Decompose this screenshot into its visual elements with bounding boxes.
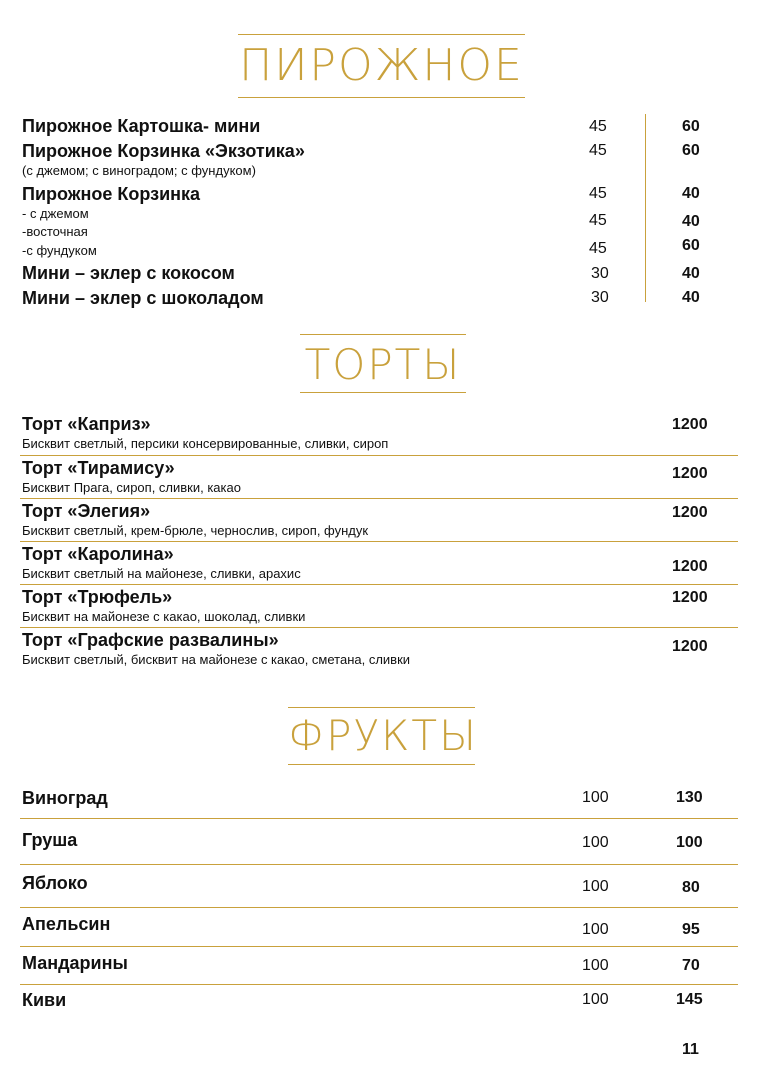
cake-item-description: Бисквит светлый на майонезе, сливки, арахис <box>22 566 301 581</box>
cake-item-description: Бисквит светлый, персики консервированные, сливки, сироп <box>22 436 389 451</box>
cake-item-name: Торт «Тирамису» <box>22 458 175 478</box>
pastry-item-name: Пирожное Корзинка <box>22 184 201 204</box>
cakes-title-bottom-line <box>300 392 466 393</box>
cake-item-name: Торт «Каролина» <box>22 544 174 564</box>
pastry-item-name: Мини – эклер с кокосом <box>22 263 235 283</box>
cake-row-divider <box>20 541 738 542</box>
cake-item-price: 1200 <box>672 638 708 655</box>
pastry-item-price: 40 <box>682 265 700 282</box>
fruit-item-price: 80 <box>682 879 700 896</box>
page-number: 11 <box>682 1041 699 1058</box>
cake-item-description: Бисквит Прага, сироп, сливки, какао <box>22 480 241 495</box>
fruit-row-divider <box>20 946 738 947</box>
cake-item-description: Бисквит светлый, бисквит на майонезе с какао, сметана, сливки <box>22 652 411 667</box>
pastry-item-price: 60 <box>682 142 700 159</box>
fruit-item-weight: 100 <box>582 957 609 974</box>
pastry-item-name: Пирожное Картошка- мини <box>22 116 261 136</box>
fruit-item-name: Апельсин <box>22 914 111 934</box>
cake-item-name: Торт «Элегия» <box>22 501 151 521</box>
pastry-item-name: Мини – эклер с шоколадом <box>22 288 264 308</box>
pastry-item-weight: 45 <box>589 118 607 135</box>
cake-item-name: Торт «Графские развалины» <box>22 630 279 650</box>
pastry-item-weight: 30 <box>591 265 609 282</box>
fruit-item-weight: 100 <box>582 991 609 1008</box>
fruit-item-weight: 100 <box>582 834 609 851</box>
pastry-item-weight: 45 <box>589 185 607 202</box>
pastry-subitem-name: - с джемом <box>22 206 89 221</box>
fruits-title-top-line <box>288 707 475 708</box>
cake-item-price: 1200 <box>672 465 708 482</box>
pastry-item-weight: 45 <box>589 212 607 229</box>
fruit-item-price: 95 <box>682 921 700 938</box>
fruit-item-name: Яблоко <box>22 873 88 893</box>
pastry-item-name: Пирожное Корзинка «Экзотика» <box>22 141 305 161</box>
fruit-row-divider <box>20 984 738 985</box>
fruit-item-price: 145 <box>676 991 703 1008</box>
section-title-fruits: ФРУКТЫ <box>288 711 479 760</box>
pastry-title-top-line <box>238 34 525 35</box>
fruit-item-weight: 100 <box>582 789 609 806</box>
fruit-row-divider <box>20 907 738 908</box>
fruits-title-bottom-line <box>288 764 475 765</box>
fruit-item-name: Груша <box>22 830 78 850</box>
fruit-item-name: Виноград <box>22 788 108 808</box>
pastry-item-weight: 45 <box>589 142 607 159</box>
pastry-item-price: 60 <box>682 237 700 254</box>
fruit-item-weight: 100 <box>582 921 609 938</box>
pastry-item-price: 40 <box>682 289 700 306</box>
cake-row-divider <box>20 455 738 456</box>
pastry-item-price: 40 <box>682 185 700 202</box>
fruit-row-divider <box>20 818 738 819</box>
pastry-item-weight: 30 <box>591 289 609 306</box>
cake-row-divider <box>20 627 738 628</box>
cake-item-price: 1200 <box>672 558 708 575</box>
pastry-item-weight: 45 <box>589 240 607 257</box>
fruit-item-weight: 100 <box>582 878 609 895</box>
pastry-subitem-name: -восточная <box>22 224 88 239</box>
cake-item-price: 1200 <box>672 589 708 606</box>
cakes-title-top-line <box>300 334 466 335</box>
cake-item-price: 1200 <box>672 504 708 521</box>
fruit-item-name: Киви <box>22 990 67 1010</box>
pastry-title-bottom-line <box>238 97 525 98</box>
pastry-item-price: 40 <box>682 213 700 230</box>
pastry-item-note: (с джемом; с виноградом; с фундуком) <box>22 163 256 178</box>
fruit-item-price: 130 <box>676 789 703 806</box>
pastry-subitem-name: -с фундуком <box>22 243 97 258</box>
cake-item-name: Торт «Трюфель» <box>22 587 173 607</box>
section-title-cakes: ТОРТЫ <box>304 340 462 389</box>
cake-item-name: Торт «Каприз» <box>22 414 151 434</box>
pastry-price-column-line <box>645 114 646 302</box>
section-title-pastry: ПИРОЖНОЕ <box>239 40 524 91</box>
fruit-item-price: 100 <box>676 834 703 851</box>
cake-item-price: 1200 <box>672 416 708 433</box>
cake-row-divider <box>20 584 738 585</box>
fruit-item-price: 70 <box>682 957 700 974</box>
pastry-item-price: 60 <box>682 118 700 135</box>
cake-row-divider <box>20 498 738 499</box>
cake-item-description: Бисквит на майонезе с какао, шоколад, сливки <box>22 609 306 624</box>
fruit-row-divider <box>20 864 738 865</box>
cake-item-description: Бисквит светлый, крем-брюле, чернослив, сироп, фундук <box>22 523 369 538</box>
fruit-item-name: Мандарины <box>22 953 128 973</box>
